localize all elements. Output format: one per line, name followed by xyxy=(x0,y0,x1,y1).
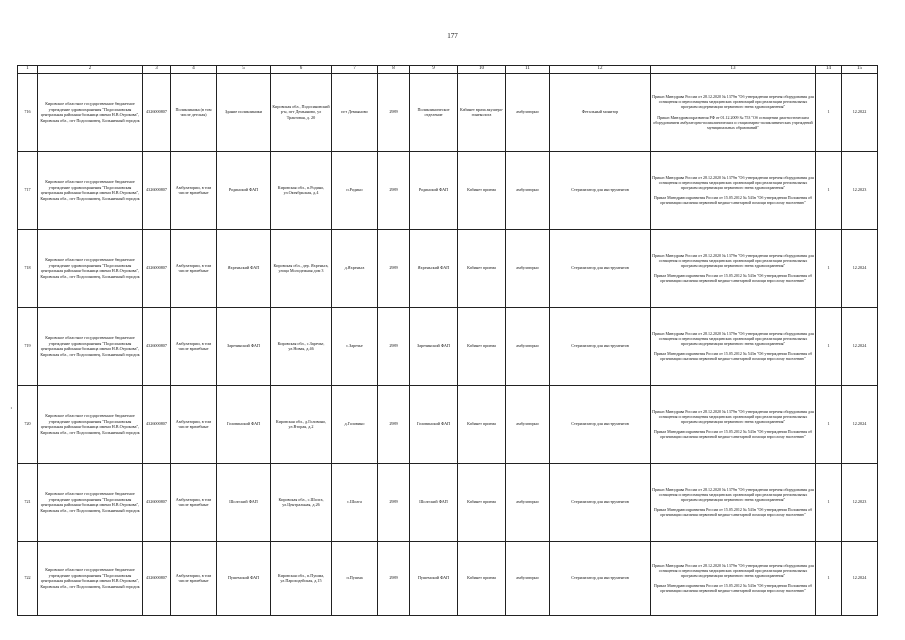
settlement-cell: пгт Демьяново xyxy=(332,73,378,151)
organization-cell: Кировское областное государственное бюджетное учреждение здравоохранения "Подосиновская центральная районная больница имени Н.В.Отрокова", Кировская обл., пгт Подосиновец, Больничный городок xyxy=(38,307,143,385)
legal-basis-order: Приказ Минздрава России от 28.12.2020 № 1379н "Об утверждении перечня оборудования для оснащения и переоснащения медицинских организаций при реализации региональных программ модернизации первичного звена здравоохранения" xyxy=(652,486,814,502)
department-cell: Пушемский ФАП xyxy=(410,541,458,615)
organization-cell: Кировское областное государственное бюджетное учреждение здравоохранения "Подосиновская центральная районная больница имени Н.В.Отрокова", Кировская обл., пгт Подосиновец, Больничный городок xyxy=(38,151,143,229)
quantity-cell: 1 xyxy=(816,385,842,463)
quantity-cell: 1 xyxy=(816,541,842,615)
organization-cell: Кировское областное государственное бюджетное учреждение здравоохранения "Подосиновская центральная районная больница имени Н.В.Отрокова", Кировская обл., пгт Подосиновец, Больничный городок xyxy=(38,463,143,541)
cabinet-cell: Кабинет приема xyxy=(458,541,506,615)
facility-type-cell: Амбулатории, в том числе врачебные xyxy=(171,385,217,463)
column-number: 9 xyxy=(410,66,458,74)
address-cell: Кировская обл., с.Заречье, ул.Новая, д.46 xyxy=(271,307,332,385)
department-cell: Родинский ФАП xyxy=(410,151,458,229)
settlement-cell: п.Родино xyxy=(332,151,378,229)
quantity-cell: 1 xyxy=(816,151,842,229)
care-form-cell: амбулаторно xyxy=(506,229,550,307)
column-number: 14 xyxy=(816,66,842,74)
table-row xyxy=(18,307,878,385)
address-cell: Кировская обл., с.Шолга, ул.Центральная, д.26 xyxy=(271,463,332,541)
cabinet-cell: Кабинет приема xyxy=(458,229,506,307)
inn-cell: 4326000807 xyxy=(143,307,171,385)
legal-basis-order: Приказ Минздрава России от 28.12.2020 № 1379н "Об утверждении перечня оборудования для оснащения и переоснащения медицинских организаций при реализации региональных программ модернизации первичного звена здравоохранения" xyxy=(652,94,814,110)
row-number-cell: 716 xyxy=(18,73,38,151)
deadline-cell: 12.2023 xyxy=(842,463,878,541)
table-row xyxy=(18,151,878,229)
column-number: 1 xyxy=(18,66,38,74)
quantity-cell: 1 xyxy=(816,229,842,307)
organization-cell: Кировское областное государственное бюджетное учреждение здравоохранения "Подосиновская центральная районная больница имени Н.В.Отрокова", Кировская обл., пгт Подосиновец, Больничный городок xyxy=(38,541,143,615)
equipment-register-table xyxy=(17,65,878,616)
row-number-cell: 719 xyxy=(18,307,38,385)
column-number: 13 xyxy=(651,66,816,74)
cabinet-cell: Кабинет приема xyxy=(458,385,506,463)
table-row xyxy=(18,541,878,615)
deadline-cell: 12.2024 xyxy=(842,307,878,385)
facility-type-cell: Амбулатории, в том числе врачебные xyxy=(171,229,217,307)
facility-name-cell: Пушемский ФАП xyxy=(217,541,271,615)
deadline-cell: 12.2022 xyxy=(842,73,878,151)
facility-type-cell: Амбулатории, в том числе врачебные xyxy=(171,463,217,541)
legal-basis-order: Приказ Минздрава России от 28.12.2020 № 1379н "Об утверждении перечня оборудования для оснащения и переоснащения медицинских организаций при реализации региональных программ модернизации первичного звена здравоохранения" xyxy=(652,252,814,268)
legal-basis-cell xyxy=(651,151,816,229)
legal-basis-cell xyxy=(651,307,816,385)
care-form-cell: амбулаторно xyxy=(506,151,550,229)
address-cell: Кировская обл., дер. Яхреньга, улица Молодежная дом 3 xyxy=(271,229,332,307)
column-number: 7 xyxy=(332,66,378,74)
cabinet-cell: Кабинет врача акушера-гинеколога xyxy=(458,73,506,151)
deadline-cell: 12.2024 xyxy=(842,541,878,615)
legal-basis-order: Приказ Минздрава России от 28.12.2020 № 1379н "Об утверждении перечня оборудования для оснащения и переоснащения медицинских организаций при реализации региональных программ модернизации первичного звена здравоохранения" xyxy=(652,174,814,190)
settlement-cell: д.Головино xyxy=(332,385,378,463)
cabinet-cell: Кабинет приема xyxy=(458,463,506,541)
page-number: 177 xyxy=(447,32,458,40)
department-cell: Заречинский ФАП xyxy=(410,307,458,385)
row-number-cell: 718 xyxy=(18,229,38,307)
legal-basis-order: Приказ Минздравсоцразвития России от 15.05.2012 № 543н "Об утверждении Положения об организации оказания первичной медико-санитарной помощи взрослому населению" xyxy=(653,351,813,362)
legal-basis-order: Приказ Минздрава России от 28.12.2020 № 1379н "Об утверждении перечня оборудования для оснащения и переоснащения медицинских организаций при реализации региональных программ модернизации первичного звена здравоохранения" xyxy=(652,408,814,424)
column-number: 10 xyxy=(458,66,506,74)
facility-type-cell: Амбулатории, в том числе врачебные xyxy=(171,307,217,385)
code-cell: 2989 xyxy=(378,73,410,151)
column-number: 12 xyxy=(550,66,651,74)
legal-basis-cell xyxy=(651,463,816,541)
legal-basis-cell xyxy=(651,541,816,615)
legal-basis-order: Приказ Минздравсоцразвития России от 15.05.2012 № 543н "Об утверждении Положения об организации оказания первичной медико-санитарной помощи взрослому населению" xyxy=(653,195,813,206)
legal-basis-order: Приказ Минздравсоцразвития России от 15.05.2012 № 543н "Об утверждении Положения об организации оказания первичной медико-санитарной помощи взрослому населению" xyxy=(653,583,813,594)
column-number: 5 xyxy=(217,66,271,74)
equipment-cell: Стерилизатор для инструментов xyxy=(550,541,651,615)
care-form-cell: амбулаторно xyxy=(506,73,550,151)
facility-type-cell: Поликлиника (в том числе детская) xyxy=(171,73,217,151)
equipment-cell: Стерилизатор для инструментов xyxy=(550,463,651,541)
code-cell: 2989 xyxy=(378,463,410,541)
inn-cell: 4326000807 xyxy=(143,73,171,151)
department-cell: Яхреньский ФАП xyxy=(410,229,458,307)
legal-basis-cell xyxy=(651,385,816,463)
care-form-cell: амбулаторно xyxy=(506,385,550,463)
address-cell: Кировская обл., п.Родино, ул.Октябрьская, д.4 xyxy=(271,151,332,229)
facility-name-cell: Яхреньский ФАП xyxy=(217,229,271,307)
care-form-cell: амбулаторно xyxy=(506,463,550,541)
address-cell: Кировская обл., Подосиновский р-н, пгт Демьяново, ул Трактовая, д. 20 xyxy=(271,73,332,151)
organization-cell: Кировское областное государственное бюджетное учреждение здравоохранения "Подосиновская центральная районная больница имени Н.В.Отрокова", Кировская обл., пгт Подосиновец, Больничный городок xyxy=(38,229,143,307)
code-cell: 2989 xyxy=(378,307,410,385)
cabinet-cell: Кабинет приема xyxy=(458,151,506,229)
column-number: 8 xyxy=(378,66,410,74)
legal-basis-order: Приказ Минздравсоцразвития России от 15.05.2012 № 543н "Об утверждении Положения об организации оказания первичной медико-санитарной помощи взрослому населению" xyxy=(653,429,813,440)
facility-type-cell: Амбулатории, в том числе врачебные xyxy=(171,151,217,229)
code-cell: 2989 xyxy=(378,151,410,229)
care-form-cell: амбулаторно xyxy=(506,307,550,385)
equipment-cell: Фетальный монитор xyxy=(550,73,651,151)
inn-cell: 4326000807 xyxy=(143,541,171,615)
care-form-cell: амбулаторно xyxy=(506,541,550,615)
quantity-cell: 1 xyxy=(816,307,842,385)
deadline-cell: 12.2024 xyxy=(842,385,878,463)
facility-name-cell: Головинский ФАП xyxy=(217,385,271,463)
address-cell: Кировская обл., д.Головино, ул.Вторая, д.2 xyxy=(271,385,332,463)
inn-cell: 4326000807 xyxy=(143,385,171,463)
department-cell: Шолгский ФАП xyxy=(410,463,458,541)
legal-basis-cell xyxy=(651,73,816,151)
equipment-cell: Стерилизатор для инструментов xyxy=(550,307,651,385)
code-cell: 2989 xyxy=(378,229,410,307)
settlement-cell: с.Шолга xyxy=(332,463,378,541)
row-number-cell: 721 xyxy=(18,463,38,541)
legal-basis-order: Приказ Минздрава России от 28.12.2020 № 1379н "Об утверждении перечня оборудования для оснащения и переоснащения медицинских организаций при реализации региональных программ модернизации первичного звена здравоохранения" xyxy=(652,330,814,346)
legal-basis-order: Приказ Минздравсоцразвития РФ от 01.12.2009 № 753 "Об оснащении диагностическим оборудованием амбулаторно-поликлинических и стационарно-поликлинических учреждений муниципальных образований" xyxy=(653,114,813,130)
column-number: 3 xyxy=(143,66,171,74)
legal-basis-order: Приказ Минздрава России от 28.12.2020 № 1379н "Об утверждении перечня оборудования для оснащения и переоснащения медицинских организаций при реализации региональных программ модернизации первичного звена здравоохранения" xyxy=(652,562,814,578)
settlement-cell: с.Заречье xyxy=(332,307,378,385)
inn-cell: 4326000807 xyxy=(143,229,171,307)
code-cell: 2989 xyxy=(378,385,410,463)
quantity-cell: 1 xyxy=(816,463,842,541)
legal-basis-order: Приказ Минздравсоцразвития России от 15.05.2012 № 543н "Об утверждении Положения об организации оказания первичной медико-санитарной помощи взрослому населению" xyxy=(653,273,813,284)
inn-cell: 4326000807 xyxy=(143,151,171,229)
cabinet-cell: Кабинет приема xyxy=(458,307,506,385)
deadline-cell: 12.2023 xyxy=(842,151,878,229)
row-number-cell: 722 xyxy=(18,541,38,615)
equipment-cell: Стерилизатор для инструментов xyxy=(550,151,651,229)
column-number: 15 xyxy=(842,66,878,74)
table-row xyxy=(18,229,878,307)
table-row xyxy=(18,463,878,541)
page-bottom-edge xyxy=(0,633,905,640)
table-row xyxy=(18,385,878,463)
column-number: 11 xyxy=(506,66,550,74)
column-number: 2 xyxy=(38,66,143,74)
legal-basis-cell xyxy=(651,229,816,307)
equipment-cell: Стерилизатор для инструментов xyxy=(550,229,651,307)
deadline-cell: 12.2024 xyxy=(842,229,878,307)
column-number: 6 xyxy=(271,66,332,74)
organization-cell: Кировское областное государственное бюджетное учреждение здравоохранения "Подосиновская центральная районная больница имени Н.В.Отрокова", Кировская обл., пгт Подосиновец, Больничный городок xyxy=(38,73,143,151)
margin-mark: · xyxy=(10,404,13,413)
facility-name-cell: Шолгский ФАП xyxy=(217,463,271,541)
facility-name-cell: Родинский ФАП xyxy=(217,151,271,229)
row-number-cell: 720 xyxy=(18,385,38,463)
column-number: 4 xyxy=(171,66,217,74)
equipment-cell: Стерилизатор для инструментов xyxy=(550,385,651,463)
address-cell: Кировская обл., п.Пушма, ул.Пароходейская, д.15 xyxy=(271,541,332,615)
inn-cell: 4326000807 xyxy=(143,463,171,541)
legal-basis-order: Приказ Минздравсоцразвития России от 15.05.2012 № 543н "Об утверждении Положения об организации оказания первичной медико-санитарной помощи взрослому населению" xyxy=(653,507,813,518)
organization-cell: Кировское областное государственное бюджетное учреждение здравоохранения "Подосиновская центральная районная больница имени Н.В.Отрокова", Кировская обл., пгт Подосиновец, Больничный городок xyxy=(38,385,143,463)
department-cell: Головинский ФАП xyxy=(410,385,458,463)
table-row xyxy=(18,73,878,151)
facility-name-cell: Заречинский ФАП xyxy=(217,307,271,385)
settlement-cell: д.Яхреньга xyxy=(332,229,378,307)
facility-name-cell: Здание поликлиники xyxy=(217,73,271,151)
facility-type-cell: Амбулатории, в том числе врачебные xyxy=(171,541,217,615)
row-number-cell: 717 xyxy=(18,151,38,229)
code-cell: 2989 xyxy=(378,541,410,615)
department-cell: Поликлиническое отделение xyxy=(410,73,458,151)
settlement-cell: п.Пушма xyxy=(332,541,378,615)
column-number-row xyxy=(18,66,878,74)
quantity-cell: 1 xyxy=(816,73,842,151)
